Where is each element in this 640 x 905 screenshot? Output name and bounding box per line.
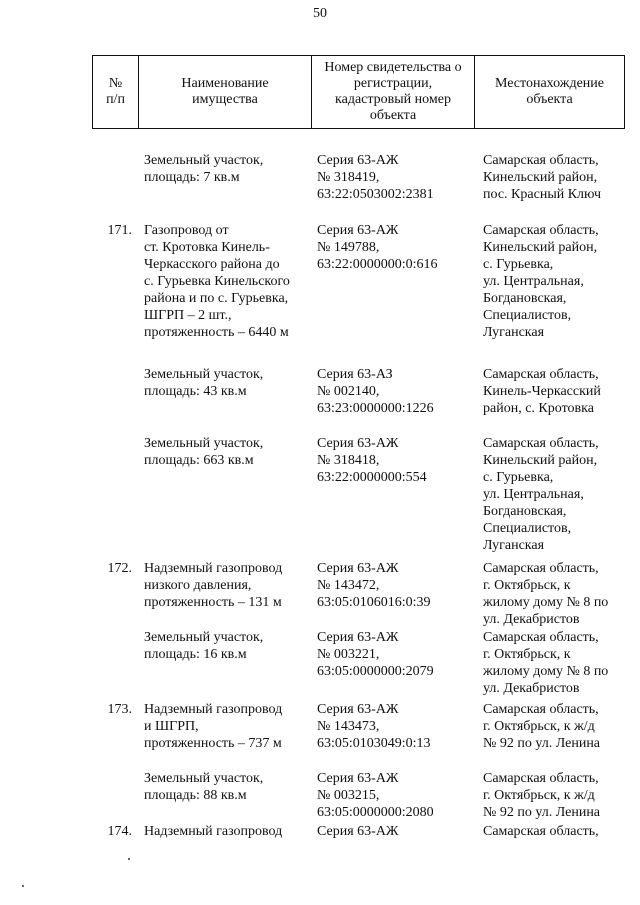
registration-number: Серия 63-АЖ № 149788, 63:22:0000000:0:616 [317, 223, 438, 272]
property-name: Земельный участок, площадь: 663 кв.м [144, 436, 264, 468]
property-location: Самарская область, [483, 824, 599, 839]
registration-number: Серия 63-АЖ № 003215, 63:05:0000000:2080 [317, 771, 434, 820]
registration-number: Серия 63-АЖ № 143473, 63:05:0103049:0:13 [317, 702, 431, 751]
header-name: Наименование имущества [139, 56, 312, 129]
property-location: Самарская область, г. Октябрьск, к жилому дому № 8 по ул. Декабристов [483, 561, 609, 627]
header-registration: Номер свидетельства о регистрации, кадастровый номер объекта [312, 56, 475, 129]
property-name: Надземный газопровод [144, 824, 283, 839]
property-location: Самарская область, Кинельский район, с. Гурьевка, ул. Центральная, Богдановская, Специалистов, Луганская [483, 223, 599, 340]
property-location: Самарская область, Кинель-Черкасский район, с. Кротовка [483, 367, 601, 416]
registration-number: Серия 63-АЖ [317, 824, 399, 839]
page-number: 50 [313, 6, 327, 21]
row-number: 174. [107, 824, 132, 839]
property-location: Самарская область, г. Октябрьск, к ж/д № 92 по ул. Ленина [483, 771, 601, 820]
property-name: Земельный участок, площадь: 7 кв.м [144, 153, 264, 185]
property-location: Самарская область, Кинельский район, пос. Красный Ключ [483, 153, 602, 202]
property-name: Надземный газопровод и ШГРП, протяженность – 737 м [144, 702, 283, 751]
scan-speck [128, 858, 130, 860]
scan-speck [22, 885, 24, 887]
property-name: Газопровод от ст. Кротовка Кинель- Черкасского района до с. Гурьевка Кинельского района и по с. Гурьевка, ШГРП – 2 шт., протяженность – 6440 м [144, 223, 290, 340]
registration-number: Серия 63-АЖ № 003221, 63:05:0000000:2079 [317, 630, 434, 679]
row-number: 173. [107, 702, 132, 717]
registration-number: Серия 63-АЖ № 143472, 63:05:0106016:0:39 [317, 561, 431, 610]
row-number: 172. [107, 561, 132, 576]
property-name: Земельный участок, площадь: 88 кв.м [144, 771, 264, 803]
registration-number: Серия 63-АЗ № 002140, 63:23:0000000:1226 [317, 367, 434, 416]
header-location: Местонахождение объекта [475, 56, 625, 129]
property-name: Надземный газопровод низкого давления, протяженность – 131 м [144, 561, 283, 610]
row-number: 171. [107, 223, 132, 238]
property-location: Самарская область, г. Октябрьск, к жилому дому № 8 по ул. Декабристов [483, 630, 609, 696]
table-header [92, 55, 625, 129]
header-row [93, 56, 625, 129]
property-name: Земельный участок, площадь: 16 кв.м [144, 630, 264, 662]
registration-number: Серия 63-АЖ № 318419, 63:22:0503002:2381 [317, 153, 434, 202]
header-number: № п/п [93, 56, 139, 129]
property-location: Самарская область, Кинельский район, с. Гурьевка, ул. Центральная, Богдановская, Специалистов, Луганская [483, 436, 599, 553]
registration-number: Серия 63-АЖ № 318418, 63:22:0000000:554 [317, 436, 427, 485]
property-name: Земельный участок, площадь: 43 кв.м [144, 367, 264, 399]
property-location: Самарская область, г. Октябрьск, к ж/д № 92 по ул. Ленина [483, 702, 601, 751]
